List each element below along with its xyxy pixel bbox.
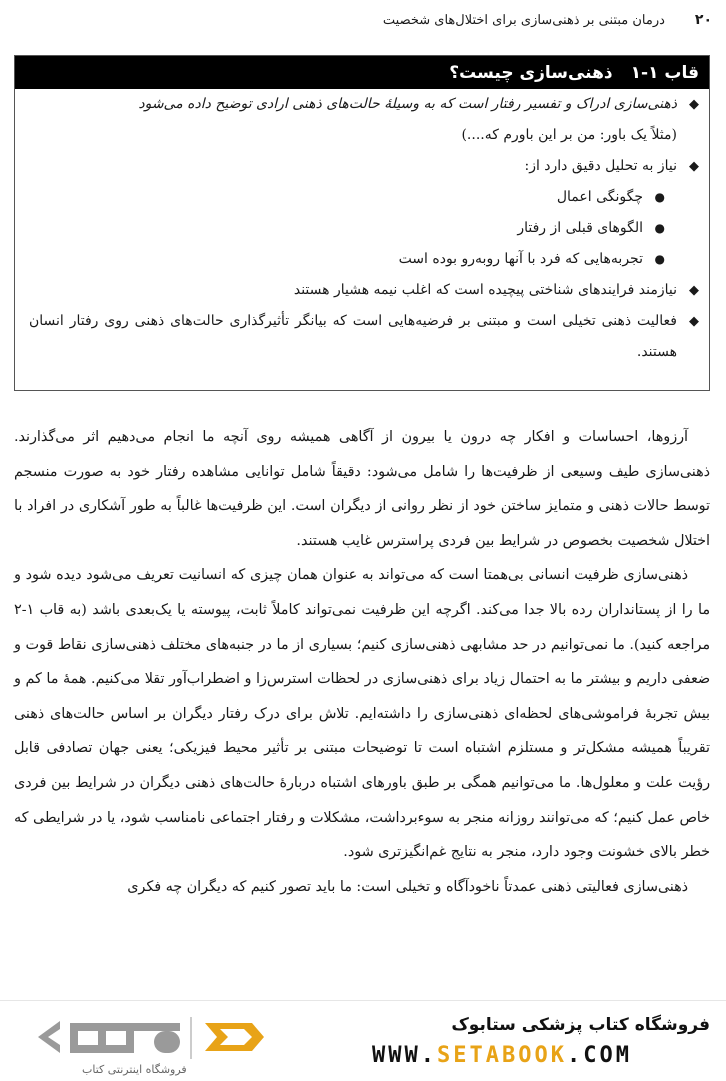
setabook-logo	[30, 1013, 290, 1076]
paragraph: آرزوها، احساسات و افکار چه درون یا بیرون از آگاهی همیشه روی آنچه ما انجام می‌دهیم اثر می‌گذارند. ذهنی‌سازی طیف وسیعی از ظرفیت‌ها را شامل می‌شود: دقیقاً شامل توانایی مشاهده رفتار خود به صورت منسجم توسط حالات ذهنی و متمایز ساختن خود از نظر روانی از دیگران است. این ظرفیت‌ها غالباً به طور آشکاری در افراد با اختلال شخصیت بخصوص در شرایط بین فردی پراسترس غایب هستند.	[14, 429, 710, 549]
bottom-fade	[0, 946, 726, 1006]
diamond-bullet-icon: ◆	[689, 283, 699, 298]
list-item	[29, 275, 699, 306]
list-item	[29, 213, 699, 244]
url-prefix: WWW.	[372, 1043, 437, 1068]
list-item	[29, 89, 699, 151]
diamond-bullet-icon: ◆	[689, 159, 699, 174]
book-title: درمان مبتنی بر ذهنی‌سازی برای اختلال‌های شخصیت	[382, 12, 665, 28]
bullet-text: (مثلاً یک باور: من بر این باورم که....)	[461, 127, 677, 143]
list-item	[29, 151, 699, 182]
box-title: ذهنی‌سازی چیست؟	[449, 62, 613, 83]
bullet-text: فعالیت ذهنی تخیلی است و مبتنی بر فرضیه‌هایی است که بیانگر تأثیرگذاری حالت‌های ذهنی روی رفتار انسان هستند.	[29, 313, 677, 360]
store-name: فروشگاه کتاب پزشکی ستابوک	[451, 1015, 710, 1035]
watermark-footer	[0, 1000, 726, 1081]
page-number: ۲۰	[694, 12, 712, 28]
info-box-header	[15, 56, 709, 89]
setabook-logo-icon	[30, 1013, 290, 1063]
diamond-bullet-icon: ◆	[689, 314, 699, 329]
paragraph: ذهنی‌سازی ظرفیت انسانی بی‌همتا است که می‌تواند به عنوان همان چیزی که انسانیت تعریف می‌شود دیده شود و ما را از پستانداران رده بالا جدا می‌کند. اگرچه این ظرفیت نمی‌تواند کاملاً ثابت، پیوسته یا یک‌بعدی باشد (به قاب ۱-۲ مراجعه کنید). ما نمی‌توانیم در حد مشابهی ذهنی‌سازی کنیم؛ بسیاری از ما در جنبه‌های مختلف ذهنی‌سازی نقاط قوت و ضعفی داریم و بیشتر ما به احتمال زیاد برای ذهنی‌سازی در لحظات استرس‌زا و اضطراب‌آور تقلا می‌کنیم. همهٔ ما کم و بیش تجربهٔ فراموشی‌های لحظه‌ای ذهنی‌سازی را داشته‌ایم. تلاش برای درک رفتار دیگران بر اساس حالت‌های ذهنی تقریباً همیشه مشکل‌تر و مستلزم اشتباه است تا توضیحات مبتنی بر تأثیر محیط فیزیکی؛ یعنی جهان تصادفی قابل رؤیت علت و معلول‌ها. ما می‌توانیم همگی بر طبق باورهای اشتباه دربارهٔ حالت‌های ذهنی دیگران در شرایط بین فردی خاص عمل کنیم؛ که می‌توانند روزانه منجر به سوءبرداشت، مشکلات و رفتار اجتماعی نامناسب شود، یا در شرایطی که خطر بالای خشونت وجود دارد، منجر به نتایج غم‌انگیزتری شود.	[14, 567, 710, 861]
bullet-text: نیازمند فرایندهای شناختی پیچیده است که اغلب نیمه هشیار هستند	[293, 282, 677, 298]
list-item	[29, 244, 699, 275]
paragraph: ذهنی‌سازی فعالیتی ذهنی عمدتاً ناخودآگاه و تخیلی است: ما باید تصور کنیم که دیگران چه فکری	[127, 878, 688, 895]
dot-bullet-icon: ●	[654, 252, 665, 266]
box-number: قاب ۱-۱	[630, 62, 699, 83]
store-url	[372, 1043, 632, 1068]
dot-bullet-icon: ●	[654, 221, 665, 235]
diamond-bullet-icon: ◆	[689, 97, 699, 112]
url-suffix: .COM	[566, 1043, 632, 1068]
bullet-text: ذهنی‌سازی ادراک و تفسیر رفتار است که به وسیلهٔ حالت‌های ذهنی ارادی توضیح داده می‌شود	[138, 96, 677, 112]
list-item	[29, 306, 699, 368]
running-head	[14, 8, 712, 32]
list-item	[29, 182, 699, 213]
info-box	[14, 55, 710, 391]
bullet-text: الگوهای قبلی از رفتار	[517, 220, 643, 236]
bullet-text: نیاز به تحلیل دقیق دارد از:	[524, 158, 677, 174]
url-brand: SETABOOK	[436, 1043, 567, 1068]
logo-tagline: فروشگاه اینترنتی کتاب	[82, 1063, 187, 1076]
bullet-text: تجربه‌هایی که فرد با آنها روبه‌رو بوده است	[398, 251, 643, 267]
bullet-text: چگونگی اعمال	[556, 189, 643, 205]
body-text	[14, 420, 710, 904]
box-bullet-list	[15, 89, 709, 368]
dot-bullet-icon: ●	[654, 190, 665, 204]
